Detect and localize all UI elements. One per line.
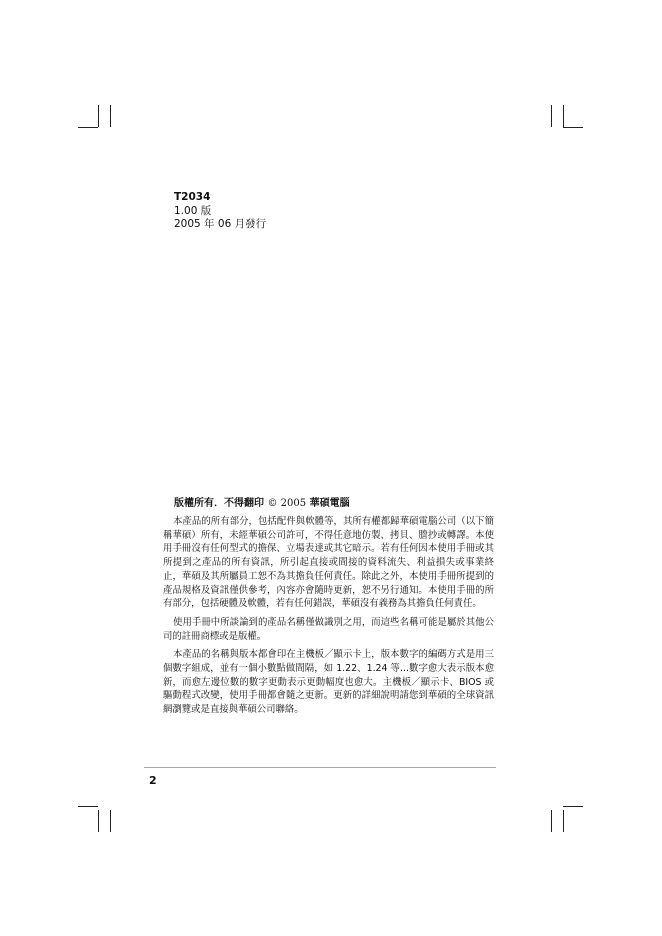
crop-mark-bottom-right-horizontal [563,806,583,807]
publish-date: 2005 年 06 月發行 [174,218,267,230]
copyright-prefix: 版權所有．不得翻印 [174,498,264,509]
paragraph-trademark: 使用手冊中所談論到的產品名稱僅做識別之用，而這些名稱可能是屬於其他公司的註冊商標或是版權。 [163,616,494,642]
paragraph-versioning: 本產品的名稱與版本都會印在主機板／顯示卡上，版本數字的編碼方式是用三個數字組成，並有一個小數點做間隔，如 1.22、1.24 等...數字愈大表示版本愈新，而愈左邊位數的數字更動表示更動幅度也愈大。主機板／顯示卡、BIOS 或驅動程式改變，使用手冊都會隨之更新。更新的詳細說明請您到華碩的全球資訊網瀏覽或是直接與華碩公司聯絡。 [163,649,494,716]
crop-mark-bottom-right-vertical [563,810,564,832]
footer-divider [144,767,496,768]
crop-mark-top-right-vertical-inner [551,105,552,127]
edition-label: 1.00 版 [174,204,212,217]
document-header [174,191,266,232]
crop-mark-bottom-right-vertical-inner [551,810,552,832]
crop-mark-top-left-vertical [98,105,99,127]
crop-mark-top-right-vertical [563,105,564,127]
crop-mark-bottom-left-vertical-inner [110,810,111,832]
copyright-notice [163,515,494,722]
crop-mark-top-right-horizontal [563,127,583,128]
copyright-symbol: © 2005 [267,498,307,509]
paragraph-ownership: 本產品的所有部分，包括配件與軟體等，其所有權都歸華碩電腦公司（以下簡稱華碩）所有，未經華碩公司許可，不得任意地仿製、拷貝、謄抄或轉譯。本使用手冊沒有任何型式的擔保、立場表達或其它暗示。若有任何因本使用手冊或其所提到之產品的所有資訊，所引起直接或間接的資料流失、利益損失或事業終止，華碩及其所屬員工恕不為其擔負任何責任。除此之外，本使用手冊所提到的產品規格及資訊僅供參考，內容亦會隨時更新，恕不另行通知。本使用手冊的所有部分，包括硬體及軟體，若有任何錯誤，華碩沒有義務為其擔負任何責任。 [163,516,494,610]
crop-mark-top-left-horizontal [78,127,98,128]
copyright-company: 華碩電腦 [309,498,350,509]
crop-mark-top-left-vertical-inner [110,105,111,127]
document-code: T2034 [174,191,211,203]
page-number: 2 [149,774,157,787]
crop-mark-bottom-left-horizontal [78,806,98,807]
crop-mark-bottom-left-vertical [98,810,99,832]
copyright-line [174,494,496,509]
